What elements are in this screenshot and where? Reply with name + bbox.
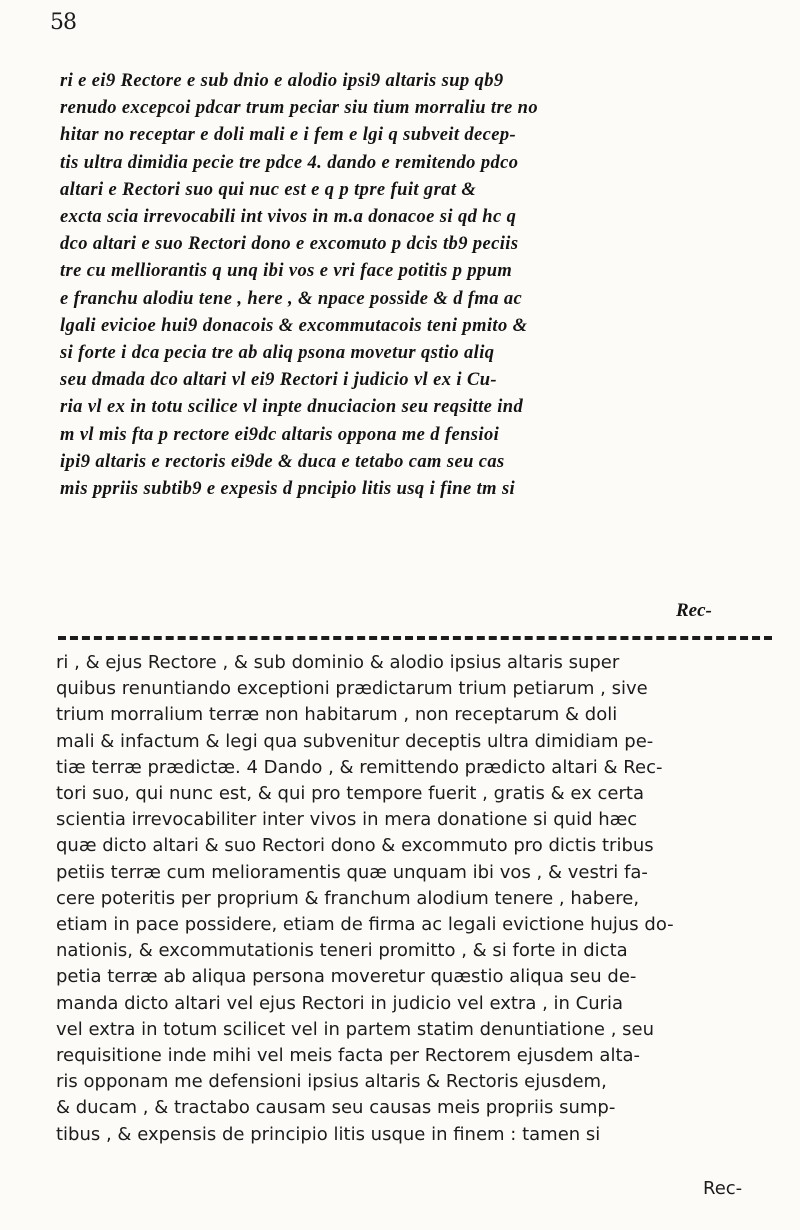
expanded-text-line: tiæ terræ prædictæ. 4 Dando , & remittendo prædicto altari & Rec-	[56, 756, 663, 778]
expanded-text-line: petiis terræ cum melioramentis quæ unquam ibi vos , & vestri fa-	[56, 861, 648, 883]
abbreviated-text-line: e franchu alodiu tene , here , & npace posside & d fma ac	[60, 288, 523, 309]
expanded-text-line: mali & infactum & legi qua subvenitur deceptis ultra dimidiam pe-	[56, 730, 654, 752]
abbreviated-text-line: ipi9 altaris e rectoris ei9de & duca e tetabo cam seu cas	[60, 451, 505, 472]
abbreviated-text-line: tre cu melliorantis q unq ibi vos e vri face potitis p ppum	[60, 261, 513, 282]
abbreviated-text-line: m vl mis fta p rectore ei9dc altaris oppona me d fensioi	[60, 424, 500, 445]
expanded-text-line: cere poteritis per proprium & franchum alodium tenere , habere,	[56, 887, 640, 909]
expanded-text-block	[56, 650, 776, 1148]
abbreviated-catchword: Rec-	[676, 600, 712, 621]
expanded-text-line: vel extra in totum scilicet vel in partem statim denuntiatione , seu	[56, 1018, 655, 1040]
expanded-text-line: tori suo, qui nunc est, & qui pro tempore fuerit , gratis & ex certa	[56, 783, 644, 805]
expanded-catchword: Rec-	[703, 1178, 743, 1199]
abbreviated-text-line: ri e ei9 Rectore e sub dnio e alodio ipsi9 altaris sup qb9	[60, 71, 504, 91]
expanded-text-line: scientia irrevocabiliter inter vivos in mera donatione si quid hæc	[56, 809, 638, 831]
abbreviated-text-line: si forte i dca pecia tre ab aliq psona movetur qstio aliq	[60, 343, 495, 364]
expanded-text-line: etiam in pace possidere, etiam de firma ac legali evictione hujus do-	[56, 914, 674, 936]
abbreviated-text-line: renudo excepcoi pdcar trum peciar siu tium morraliu tre no	[60, 98, 539, 119]
abbreviated-text-block	[60, 68, 760, 503]
page-number: 58	[50, 10, 76, 35]
abbreviated-text-line: hitar no receptar e doli mali e i fem e lgi q subveit decep-	[60, 125, 517, 146]
abbreviated-text-line: seu dmada dco altari vl ei9 Rectori i judicio vl ex i Cu-	[60, 370, 497, 391]
abbreviated-text-line: lgali evicioe hui9 donacois & excommutacois teni pmito &	[60, 315, 528, 336]
expanded-text-line: petia terræ ab aliqua persona moveretur quæstio aliqua seu de-	[56, 966, 637, 988]
expanded-text-line: trium morralium terræ non habitarum , non receptarum & doli	[56, 704, 618, 726]
expanded-text-line: ri , & ejus Rectore , & sub dominio & alodio ipsius altaris super	[56, 652, 620, 673]
expanded-text-line: ris opponam me defensioni ipsius altaris & Rectoris ejusdem,	[56, 1071, 607, 1093]
expanded-text-line: requisitione inde mihi vel meis facta per Rectorem ejusdem alta-	[56, 1045, 641, 1067]
abbreviated-text-line: ria vl ex in totu scilice vl inpte dnuciacion seu reqsitte ind	[60, 397, 524, 418]
expanded-text-line: tibus , & expensis de principio litis usque in finem : tamen si	[56, 1123, 601, 1145]
abbreviated-text-line: dco altari e suo Rectori dono e excomuto p dcis tb9 peciis	[60, 234, 519, 255]
abbreviated-text-line: excta scia irrevocabili int vivos in m.a donacoe si qd hc q	[60, 207, 517, 228]
expanded-text-line: & ducam , & tractabo causam seu causas meis propriis sump-	[56, 1097, 616, 1119]
abbreviated-text-line: tis ultra dimidia pecie tre pdce 4. dando e remitendo pdco	[60, 152, 519, 173]
section-divider-rule	[58, 636, 772, 640]
abbreviated-text-line: mis ppriis subtib9 e expesis d pncipio litis usq i fine tm si	[60, 479, 516, 500]
expanded-text-line: quæ dicto altari & suo Rectori dono & excommuto pro dictis tribus	[56, 835, 654, 857]
expanded-text-line: nationis, & excommutationis teneri promitto , & si forte in dicta	[56, 940, 628, 962]
expanded-text-line: quibus renuntiando exceptioni prædictarum trium petiarum , sive	[56, 678, 648, 700]
abbreviated-text-line: altari e Rectori suo qui nuc est e q p tpre fuit grat &	[60, 179, 477, 200]
expanded-text-line: manda dicto altari vel ejus Rectori in judicio vel extra , in Curia	[56, 992, 624, 1014]
